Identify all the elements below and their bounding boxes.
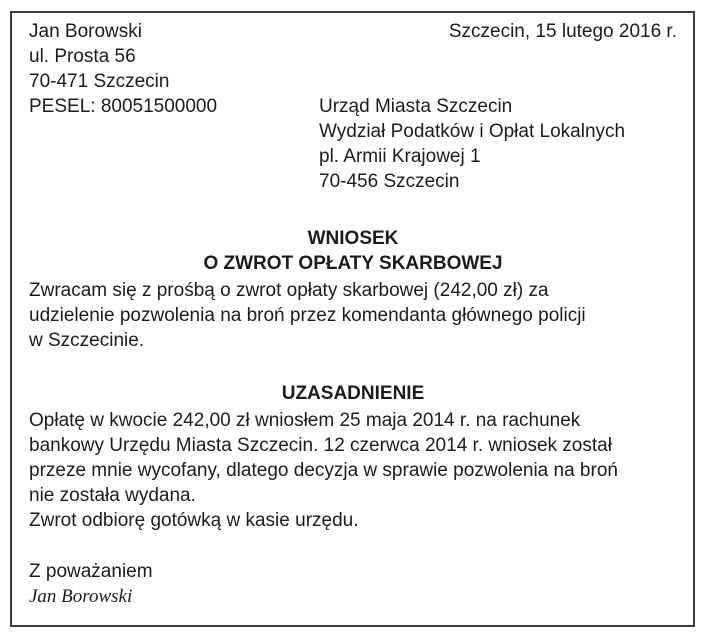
justification-line: przeze mnie wycofany, dlatego decyzja w sprawie pozwolenia na broń xyxy=(29,460,618,481)
letter-header xyxy=(29,19,677,194)
letter-title-line2: O ZWROT OPŁATY SKARBOWEJ xyxy=(203,253,503,274)
recipient-block xyxy=(319,94,625,194)
justification-line: bankowy Urzędu Miasta Szczecin. 12 czerwca 2014 r. wniosek został xyxy=(29,435,612,456)
request-line: udzielenie pozwolenia na broń przez komendanta głównego policji xyxy=(29,305,586,326)
letter-title xyxy=(29,226,677,276)
recipient-city: 70-456 Szczecin xyxy=(319,171,460,192)
recipient-name: Urząd Miasta Szczecin xyxy=(319,96,513,117)
sender-street: ul. Prosta 56 xyxy=(29,46,136,67)
justification-paragraph xyxy=(29,408,677,533)
recipient-street: pl. Armii Krajowej 1 xyxy=(319,146,481,167)
sender-pesel: PESEL: 80051500000 xyxy=(29,96,218,117)
request-line: w Szczecinie. xyxy=(29,330,145,351)
justification-line: Zwrot odbiorę gotówką w kasie urzędu. xyxy=(29,510,359,531)
letter-title-line1: WNIOSEK xyxy=(307,228,399,249)
justification-heading: UZASADNIENIE xyxy=(281,383,425,404)
sender-city: 70-471 Szczecin xyxy=(29,71,170,92)
request-line: Zwracam się z prośbą o zwrot opłaty skarbowej (242,00 zł) za xyxy=(29,280,549,301)
letter-frame xyxy=(10,11,695,627)
closing-block xyxy=(29,559,677,609)
sender-name: Jan Borowski xyxy=(29,21,142,42)
signature: Jan Borowski xyxy=(29,586,133,607)
justification-line: nie została wydana. xyxy=(29,485,196,506)
closing-salutation: Z poważaniem xyxy=(29,561,153,582)
recipient-department: Wydział Podatków i Opłat Lokalnych xyxy=(319,121,626,142)
dateline: Szczecin, 15 lutego 2016 r. xyxy=(448,21,677,42)
request-paragraph xyxy=(29,278,677,353)
justification-line: Opłatę w kwocie 242,00 zł wniosłem 25 maja 2014 r. na rachunek xyxy=(29,410,581,431)
